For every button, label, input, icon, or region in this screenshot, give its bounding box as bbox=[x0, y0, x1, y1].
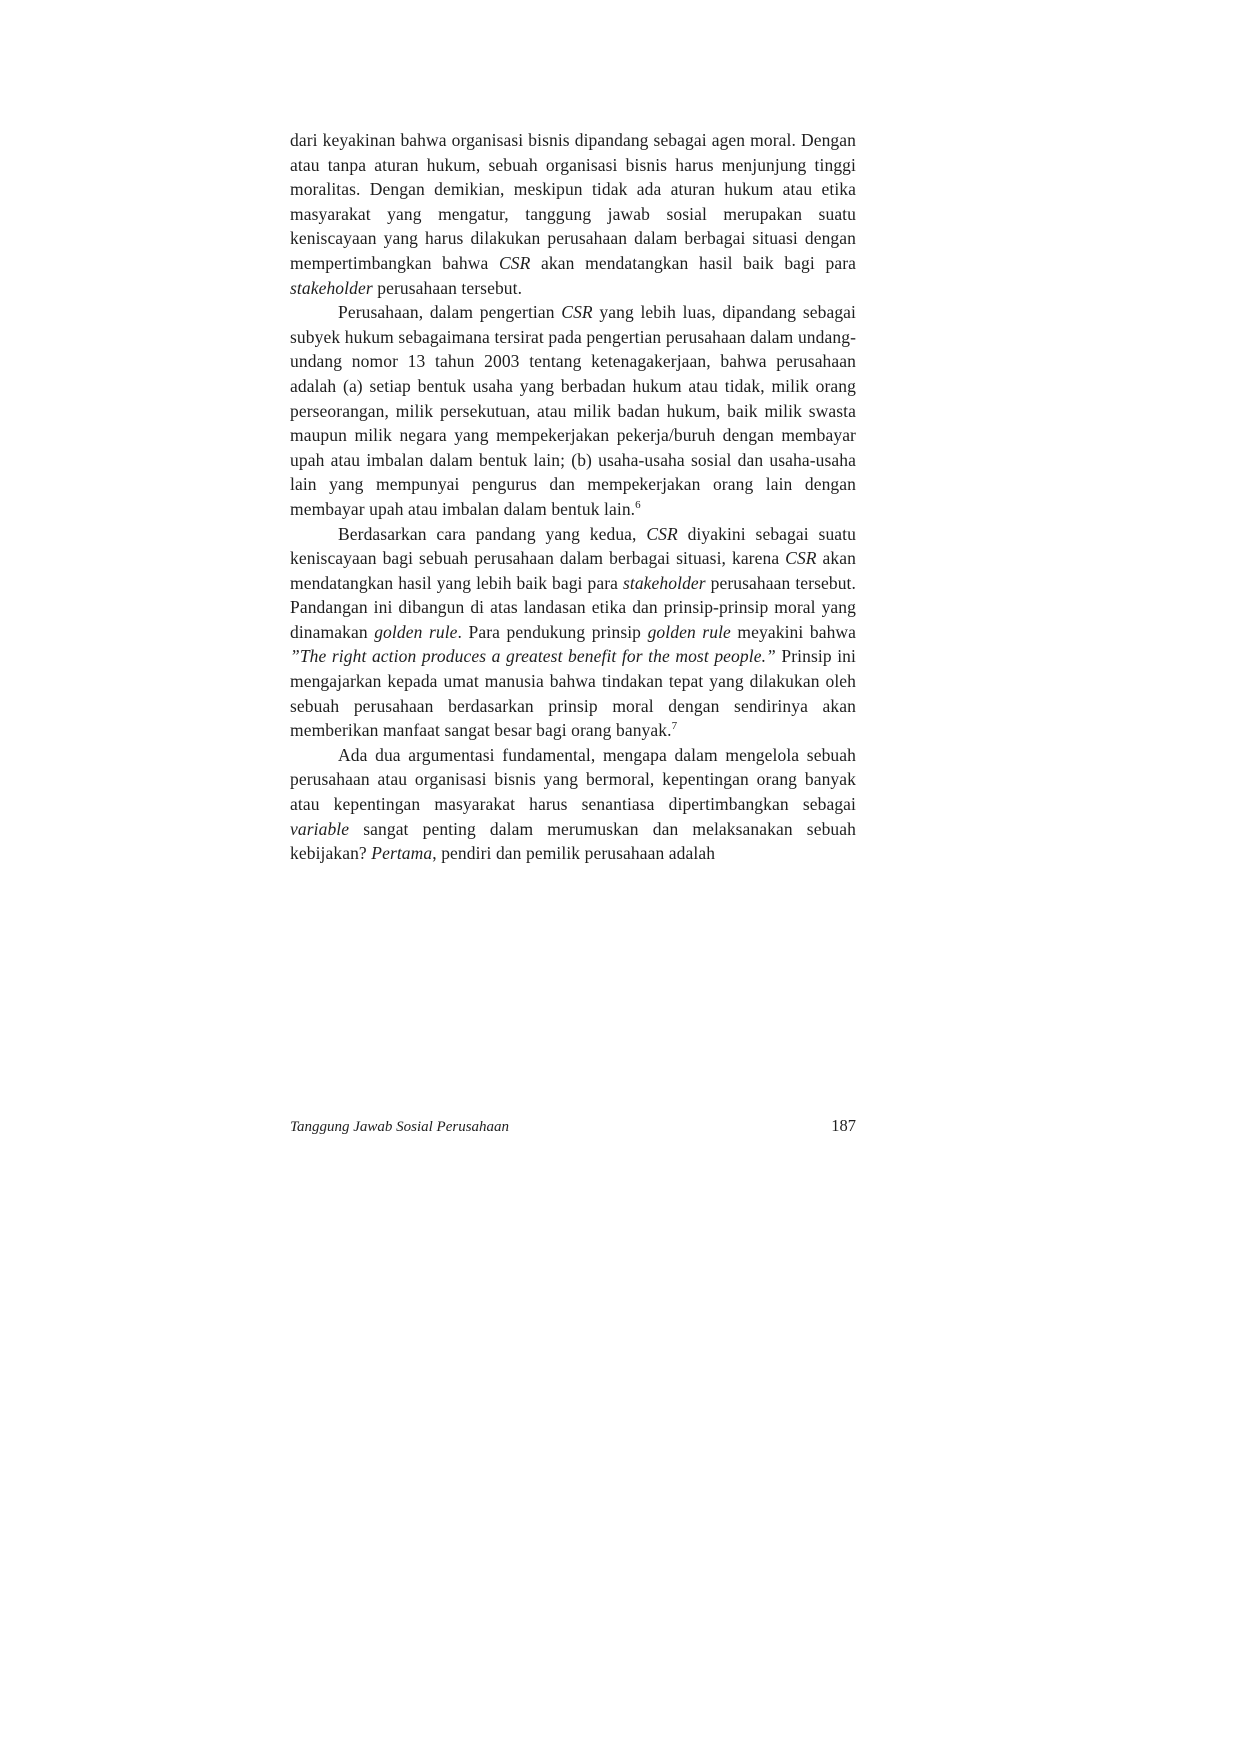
paragraph bbox=[290, 128, 856, 300]
text-run-italic: CSR bbox=[499, 252, 531, 273]
text-run: Perusahaan, dalam pengertian bbox=[338, 302, 562, 323]
page-footer bbox=[290, 1116, 856, 1136]
text-run-italic: golden rule bbox=[647, 621, 731, 642]
text-run-italic: CSR bbox=[646, 523, 678, 544]
text-run: yang lebih luas, dipandang sebagai subyek hukum sebagaimana tersirat pada pengertian perusahaan dalam undang-undang nomor 13 tahun 2003 tentang ketenagakerjaan, bahwa perusahaan adalah (a) setiap bentuk usaha yang berbadan hukum atau tidak, milik orang perseorangan, milik persekutuan, atau milik badan hukum, baik milik swasta maupun milik negara yang mempekerjakan pekerja/buruh dengan membayar upah atau imbalan dalam bentuk lain; (b) usaha-usaha sosial dan usaha-usaha lain yang mempunyai pengurus dan mempekerjakan orang lain dengan membayar upah atau imbalan dalam bentuk lain. bbox=[290, 302, 857, 519]
footnote-marker: 7 bbox=[671, 720, 678, 733]
paragraph bbox=[290, 300, 856, 521]
text-run-italic: stakeholder bbox=[622, 572, 706, 593]
text-run: perusahaan tersebut. bbox=[372, 277, 523, 298]
text-run-italic: ”The right action produces a greatest benefit for the most people.” bbox=[290, 646, 776, 667]
text-run: Prinsip ini mengajarkan kepada umat manusia bahwa tindakan tepat yang dilakukan oleh sebuah perusahaan berdasarkan prinsip moral dengan sendirinya akan memberikan manfaat sangat besar bagi orang banyak. bbox=[290, 646, 856, 741]
text-run: , pendiri dan pemilik perusahaan adalah bbox=[432, 843, 716, 864]
text-run: meyakini bahwa bbox=[730, 621, 857, 642]
page-number: 187 bbox=[831, 1116, 856, 1135]
body-text bbox=[290, 128, 856, 866]
text-run-italic: variable bbox=[290, 818, 350, 839]
text-run: Berdasarkan cara pandang yang kedua, bbox=[338, 523, 647, 544]
footer-running-title: Tanggung Jawab Sosial Perusahaan bbox=[290, 1119, 510, 1135]
text-run: akan mendatangkan hasil baik bagi para bbox=[530, 252, 856, 273]
text-run: perusahaan tersebut. Pandangan ini dibangun di atas landasan etika dan prinsip-prinsip moral yang dinamakan bbox=[290, 572, 856, 642]
text-run: akan mendatangkan hasil yang lebih baik bagi para bbox=[290, 548, 856, 593]
text-run-italic: golden rule bbox=[374, 621, 458, 642]
text-run-italic: CSR bbox=[785, 548, 817, 569]
text-run: Ada dua argumentasi fundamental, mengapa dalam mengelola sebuah perusahaan atau organisasi bisnis yang bermoral, kepentingan orang banyak atau kepentingan masyarakat harus senantiasa dipertimbangkan sebagai bbox=[290, 744, 856, 815]
text-run: sangat penting dalam merumuskan dan melaksanakan sebuah kebijakan? bbox=[290, 818, 856, 864]
footnote-marker: 6 bbox=[635, 499, 641, 512]
paragraph bbox=[290, 743, 856, 866]
text-run-italic: stakeholder bbox=[290, 277, 373, 298]
paragraph bbox=[290, 522, 856, 743]
text-run: . Para pendukung prinsip bbox=[457, 621, 648, 642]
text-run: dari keyakinan bahwa organisasi bisnis dipandang sebagai agen moral. Dengan atau tanpa aturan hukum, sebuah organisasi bisnis harus menjunjung tinggi moralitas. Dengan demikian, meskipun tidak ada aturan hukum atau etika masyarakat yang mengatur, tanggung jawab sosial merupakan suatu keniscayaan yang harus dilakukan perusahaan dalam berbagai situasi dengan mempertimbangkan bahwa bbox=[290, 130, 856, 273]
text-run: diyakini sebagai suatu keniscayaan bagi sebuah perusahaan dalam berbagai situasi, karena bbox=[290, 523, 856, 569]
text-run-italic: Pertama bbox=[371, 843, 433, 864]
text-run-italic: CSR bbox=[561, 302, 593, 323]
